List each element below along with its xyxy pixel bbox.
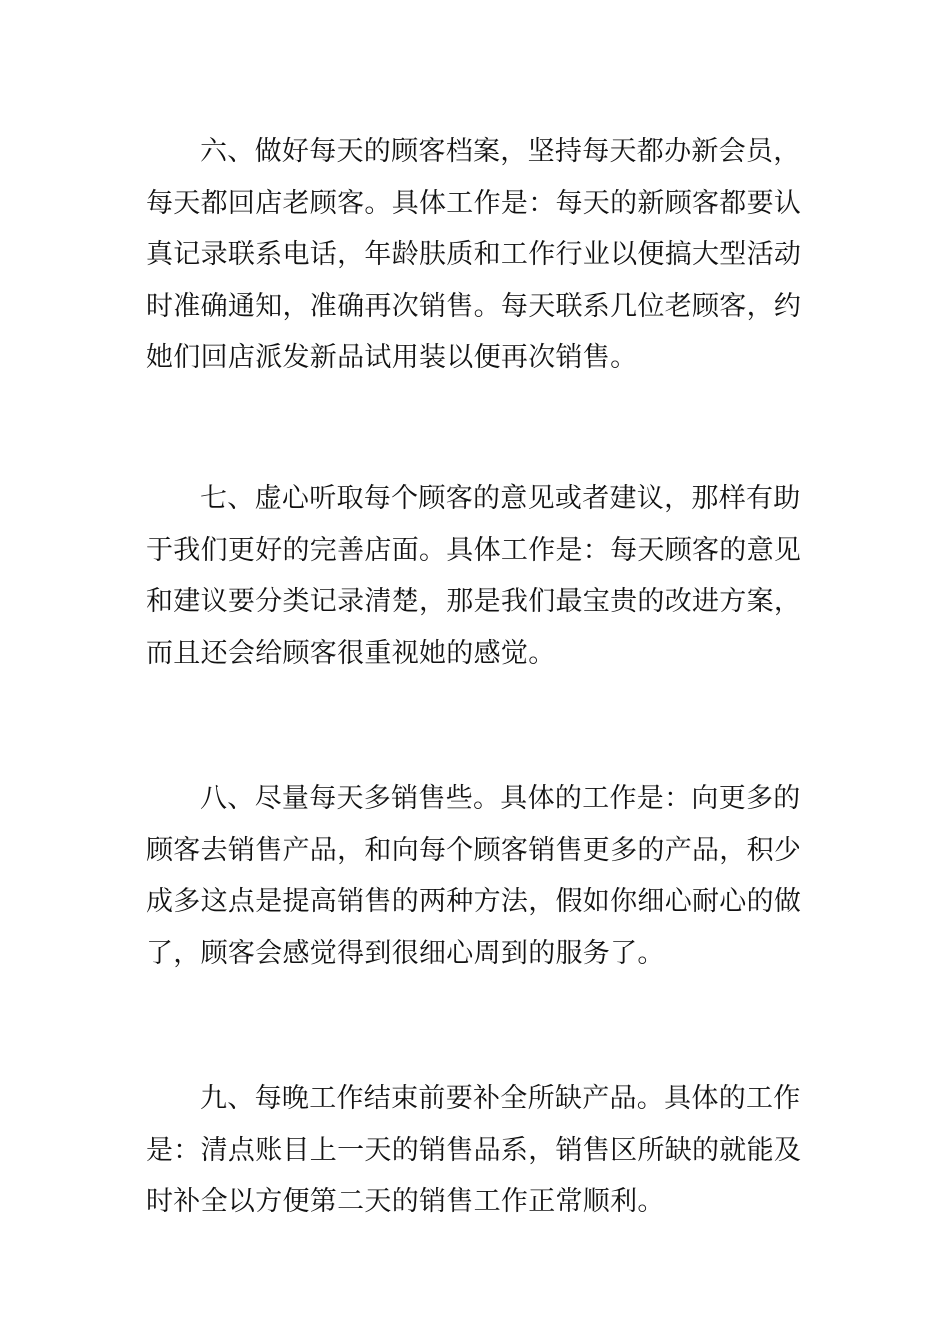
paragraph-seven: 七、虚心听取每个顾客的意见或者建议，那样有助于我们更好的完善店面。具体工作是：每天顾客的意见和建议要分类记录清楚，那是我们最宝贵的改进方案，而且还会给顾客很重视她的感觉。 (146, 483, 802, 669)
paragraph-eight: 八、尽量每天多销售些。具体的工作是：向更多的顾客去销售产品，和向每个顾客销售更多的产品，积少成多这点是提高销售的两种方法，假如你细心耐心的做了，顾客会感觉得到很细心周到的服务了。 (146, 783, 802, 969)
paragraph-nine: 九、每晚工作结束前要补全所缺产品。具体的工作是：清点账目上一天的销售品系，销售区所缺的就能及时补全以方便第二天的销售工作正常顺利。 (146, 1083, 802, 1217)
paragraph-six: 六、做好每天的顾客档案，坚持每天都办新会员，每天都回店老顾客。具体工作是：每天的新顾客都要认真记录联系电话，年龄肤质和工作行业以便搞大型活动时准确通知，准确再次销售。每天联系几位老顾客，约她们回店派发新品试用装以便再次销售。 (146, 136, 802, 373)
